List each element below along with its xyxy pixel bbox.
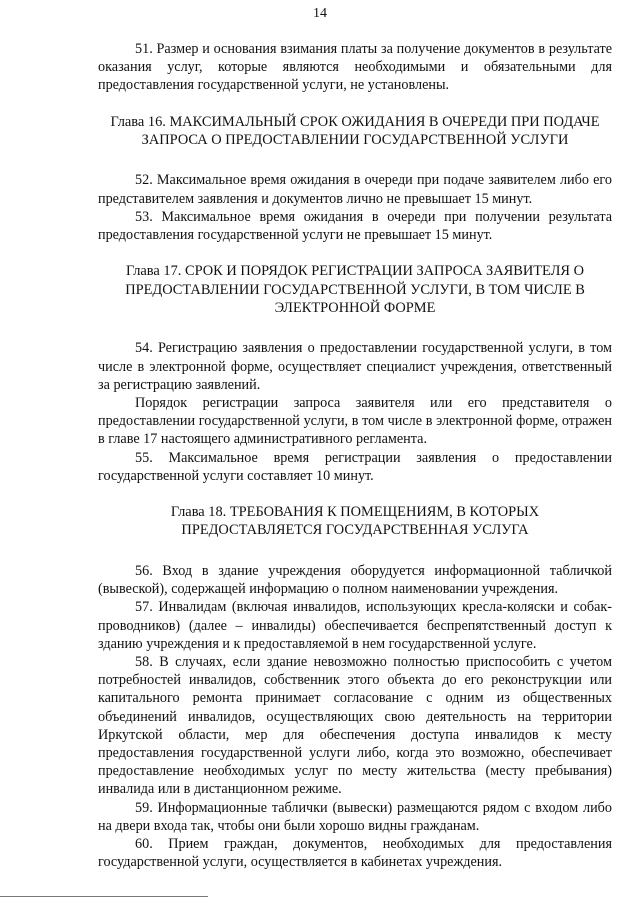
paragraph-56: 56. Вход в здание учреждения оборудуется информационной табличкой (вывеской), содержащей информацию о полном наименовании учреждения. (98, 562, 612, 598)
paragraph-60: 60. Прием граждан, документов, необходимых для предоставления государственной услуги, осуществляется в кабинетах учреждения. (98, 835, 612, 871)
paragraph-57: 57. Инвалидам (включая инвалидов, использующих кресла-коляски и собак-проводников) (далее – инвалиды) обеспечивается беспрепятственный доступ к зданию учреждения и к предоставляемой в нем государственной услуге. (98, 599, 612, 652)
paragraph-54: 54. Регистрацию заявления о предоставлении государственной услуги, в том числе в электронной форме, осуществляет специалист учреждения, ответственный за регистрацию заявлений. (98, 340, 612, 393)
paragraph-55: 55. Максимальное время регистрации заявления о предоставлении государственной услуги составляет 10 минут. (98, 449, 612, 484)
chapter-16-heading: Глава 16. МАКСИМАЛЬНЫЙ СРОК ОЖИДАНИЯ В ОЧЕРЕДИ ПРИ ПОДАЧЕ ЗАПРОСА О ПРЕДОСТАВЛЕНИИ ГОСУДАРСТВЕННОЙ УСЛУГИ (110, 113, 600, 149)
page-number: 14 (313, 6, 327, 21)
document-body (98, 40, 612, 871)
paragraph-52: 52. Максимальное время ожидания в очереди при подаче заявителем либо его представителем заявления и документов лично не превышает 15 минут. (98, 172, 612, 207)
paragraph-59: 59. Информационные таблички (вывески) размещаются рядом с входом либо на двери входа так, чтобы они были хорошо видны гражданам. (98, 799, 612, 834)
chapter-17-heading: Глава 17. СРОК И ПОРЯДОК РЕГИСТРАЦИИ ЗАПРОСА ЗАЯВИТЕЛЯ О ПРЕДОСТАВЛЕНИИ ГОСУДАРСТВЕННОЙ УСЛУГИ, В ТОМ ЧИСЛЕ В ЭЛЕКТРОННОЙ ФОРМЕ (125, 263, 585, 317)
chapter-18-heading: Глава 18. ТРЕБОВАНИЯ К ПОМЕЩЕНИЯМ, В КОТОРЫХ ПРЕДОСТАВЛЯЕТСЯ ГОСУДАРСТВЕННАЯ УСЛУГА (170, 504, 540, 539)
paragraph-51: 51. Размер и основания взимания платы за получение документов в результате оказания услуг, которые являются необходимыми и обязательными для предоставления государственной услуги, не установлены. (98, 41, 612, 94)
paragraph-58: 58. В случаях, если здание невозможно полностью приспособить с учетом потребностей инвалидов, собственник этого объекта до его реконструкции или капитального ремонта принимает согласование с одним из общественных объединений инвалидов, осуществляющих свою деятельность на территории Иркутской области, мер для обеспечения доступа инвалидов к месту предоставления государственной услуги либо, когда это возможно, обеспечивает предоставление необходимых услуг по месту жительства (месту пребывания) инвалида или в дистанционном режиме. (98, 653, 612, 798)
paragraph-registration-order: Порядок регистрации запроса заявителя или его представителя о предоставлении государственной услуги, в том числе в электронной форме, отражен в главе 17 настоящего административного регламента. (98, 395, 612, 448)
paragraph-53: 53. Максимальное время ожидания в очереди при получении результата предоставления государственной услуги не превышает 15 минут. (98, 208, 612, 244)
bottom-divider (0, 896, 208, 897)
